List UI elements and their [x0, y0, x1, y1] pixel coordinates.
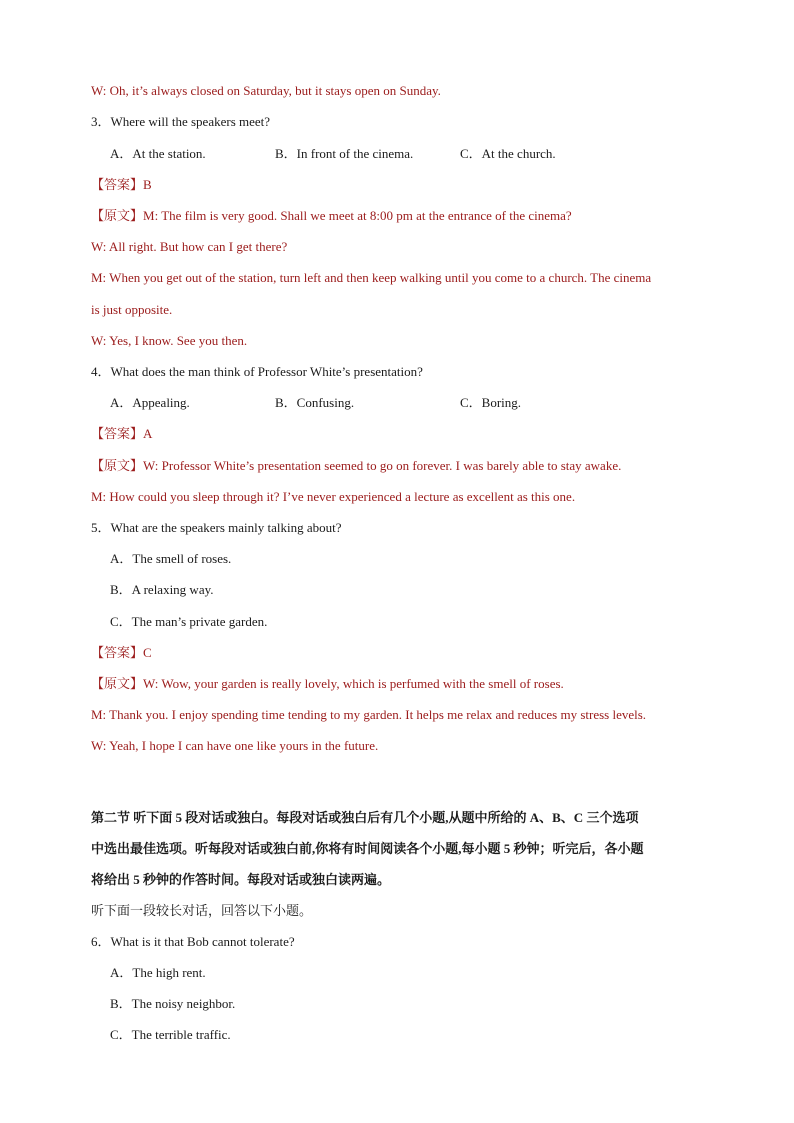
answer-value: B [143, 177, 152, 192]
script-line [91, 207, 708, 225]
answer-line [91, 425, 708, 443]
option-a: A．The smell of roses. [110, 551, 232, 566]
answer-value: A [143, 426, 153, 441]
script-tag: 【原文】 [91, 676, 144, 691]
section-instructions: 第二节 听下面 5 段对话或独白。每段对话或独白后有几个小题,从题中所给的 A、B、C 三个选项 [91, 810, 639, 825]
option-a: A．The high rent. [110, 965, 206, 980]
option-b: B．In front of the cinema. [275, 146, 414, 161]
option-b: B．A relaxing way. [110, 582, 214, 597]
dialogue-line: M: How could you sleep through it? I’ve never experienced a lecture as excellent as this one. [91, 489, 576, 504]
option-c: C．The terrible traffic. [110, 1027, 231, 1042]
option-c: C．The man’s private garden. [110, 614, 268, 629]
answer-tag: 【答案】 [91, 645, 144, 660]
option-a: A．Appealing. [110, 395, 190, 410]
question-4: 4．What does the man think of Professor White’s presentation? [91, 364, 423, 379]
section-instructions: 中选出最佳选项。听每段对话或独白前,你将有时间阅读各个小题,每小题 5 秒钟；听完后，各小题 [91, 841, 644, 856]
dialogue-line: W: Yes, I know. See you then. [91, 333, 248, 348]
question-3: 3．Where will the speakers meet? [91, 114, 271, 129]
answer-line [91, 176, 708, 194]
question-5: 5．What are the speakers mainly talking about? [91, 520, 342, 535]
section-instructions: 将给出 5 秒钟的作答时间。每段对话或独白读两遍。 [91, 872, 391, 887]
dialogue-line: M: When you get out of the station, turn left and then keep walking until you come to a church. The cinema [91, 270, 652, 285]
question-6: 6．What is it that Bob cannot tolerate? [91, 934, 295, 949]
option-c: C．At the church. [460, 146, 556, 161]
option-b: B．The noisy neighbor. [110, 996, 236, 1011]
dialogue-line: W: Yeah, I hope I can have one like yours in the future. [91, 738, 379, 753]
script-text: W: Wow, your garden is really lovely, which is perfumed with the smell of roses. [143, 676, 564, 691]
option-b: B．Confusing. [275, 395, 355, 410]
script-text: M: The film is very good. Shall we meet at 8:00 pm at the entrance of the cinema? [143, 208, 572, 223]
dialogue-line: M: Thank you. I enjoy spending time tending to my garden. It helps me relax and reduces my stress levels. [91, 707, 647, 722]
section-intro: 听下面一段较长对话，回答以下小题。 [91, 903, 313, 918]
answer-tag: 【答案】 [91, 177, 144, 192]
dialogue-line: is just opposite. [91, 302, 173, 317]
answer-value: C [143, 645, 152, 660]
script-line [91, 457, 708, 475]
dialogue-line: W: Oh, it’s always closed on Saturday, but it stays open on Sunday. [91, 83, 441, 98]
script-text: W: Professor White’s presentation seemed to go on forever. I was barely able to stay awake. [143, 458, 622, 473]
answer-tag: 【答案】 [91, 426, 144, 441]
dialogue-line: W: All right. But how can I get there? [91, 239, 288, 254]
script-tag: 【原文】 [91, 458, 144, 473]
script-tag: 【原文】 [91, 208, 144, 223]
answer-line [91, 644, 708, 662]
option-a: A．At the station. [110, 146, 206, 161]
option-c: C．Boring. [460, 395, 522, 410]
script-line [91, 675, 708, 693]
